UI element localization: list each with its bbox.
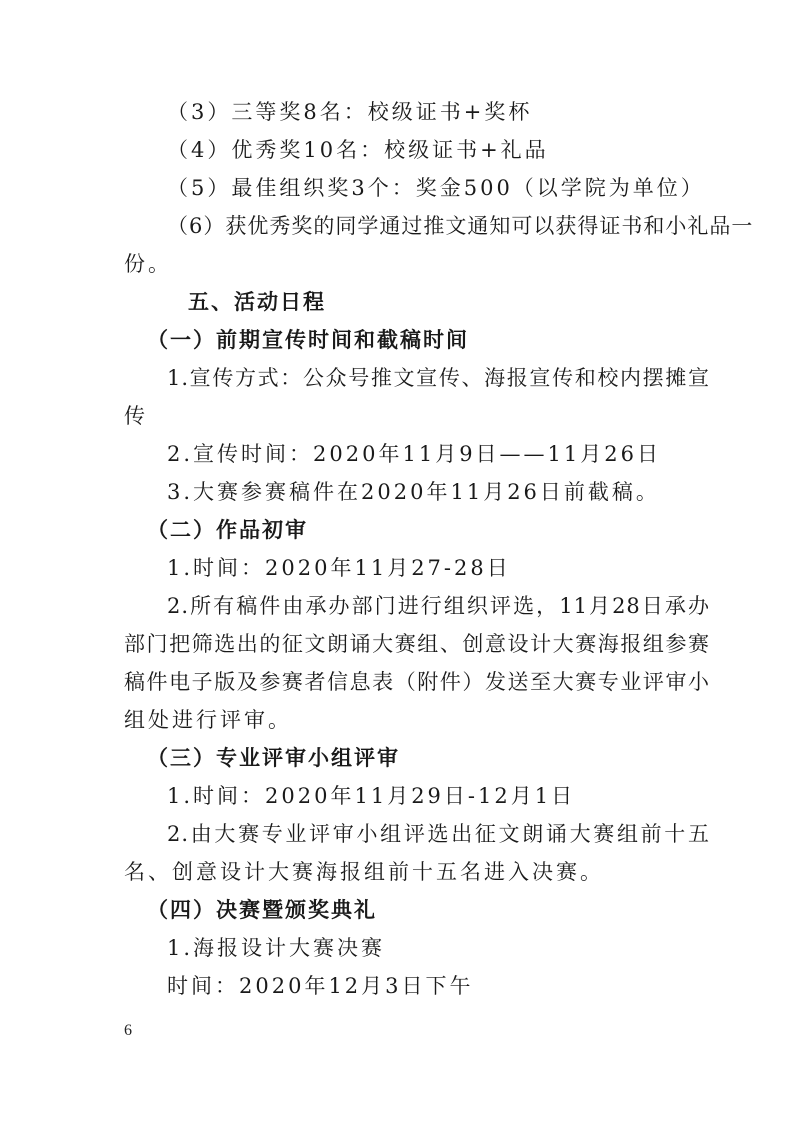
expert-review-time: 1.时间：2020年11月29日-12月1日 [167,784,576,808]
award-best-organization: （5）最佳组织奖3个：奖金500（以学院为单位） [167,176,705,200]
subheading-final-ceremony: （四）决赛暨颁奖典礼 [147,898,377,922]
award-note-line1: （6）获优秀奖的同学通过推文通知可以获得证书和小礼品一 [167,214,754,238]
publicity-time: 2.宣传时间：2020年11月9日——11月26日 [167,442,662,466]
expert-review-desc-line2: 名、创意设计大赛海报组前十五名进入决赛。 [124,860,604,884]
subheading-expert-review: （三）专业评审小组评审 [147,746,400,770]
preliminary-desc-line1: 2.所有稿件由承办部门进行组织评选，11月28日承办 [167,594,710,618]
preliminary-desc-line2: 部门把筛选出的征文朗诵大赛组、创意设计大赛海报组参赛 [124,632,710,656]
final-time: 时间：2020年12月3日下午 [167,974,474,998]
publicity-method-line1: 1.宣传方式：公众号推文宣传、海报宣传和校内摆摊宣 [167,366,710,390]
preliminary-desc-line4: 组处进行评审。 [124,708,292,732]
subheading-publicity: （一）前期宣传时间和截稿时间 [147,328,469,352]
final-poster-design: 1.海报设计大赛决赛 [167,936,386,960]
page-number: 6 [124,1022,132,1039]
submission-deadline: 3.大赛参赛稿件在2020年11月26日前截稿。 [167,480,660,504]
preliminary-time: 1.时间：2020年11月27-28日 [167,556,511,580]
section-heading-schedule: 五、活动日程 [188,290,326,314]
award-note-line2: 份。 [124,252,172,276]
award-third-prize: （3）三等奖8名：校级证书+奖杯 [167,100,533,124]
preliminary-desc-line3: 稿件电子版及参赛者信息表（附件）发送至大赛专业评审小 [124,670,710,694]
subheading-preliminary-review: （二）作品初审 [147,518,308,542]
publicity-method-line2: 传 [124,404,148,428]
award-excellence: （4）优秀奖10名：校级证书+礼品 [167,138,549,162]
expert-review-desc-line1: 2.由大赛专业评审小组评选出征文朗诵大赛组前十五 [167,822,710,846]
